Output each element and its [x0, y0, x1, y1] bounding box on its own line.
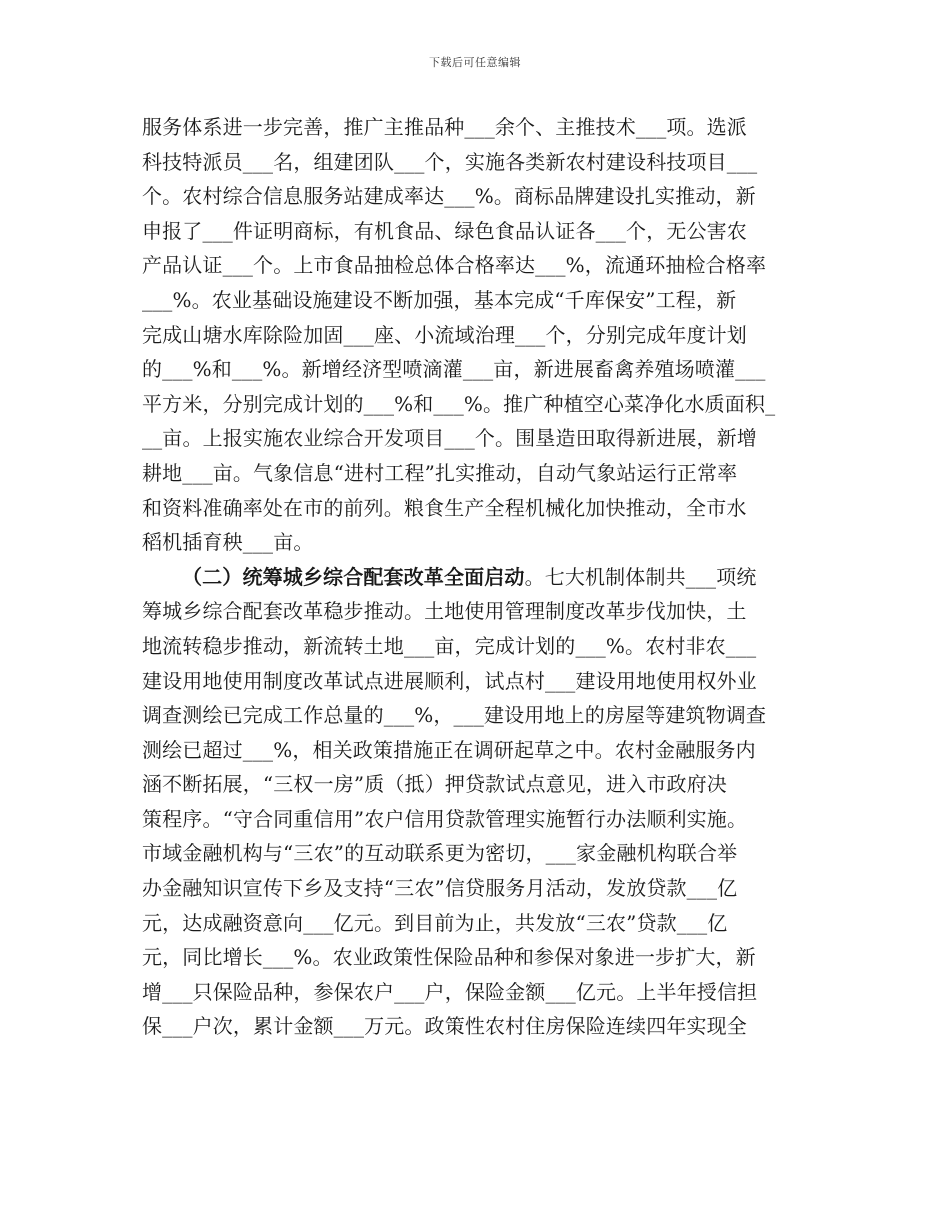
- text-line: 涵不断拓展，“三权一房”质（抵）押贷款试点意见，进入市政府决: [142, 772, 727, 797]
- paragraph-1: [142, 110, 814, 560]
- text-line: 测绘已超过___%，相关政策措施正在调研起草之中。农村金融服务内: [142, 737, 756, 762]
- text-line: ___%。农业基础设施建设不断加强，基本完成“千库保安”工程，新: [142, 287, 737, 312]
- section-heading: （二）统筹城乡综合配套改革全面启动: [182, 564, 525, 589]
- text-line: 增___只保险品种，参保农户___户，保险金额___亿元。上半年授信担: [142, 979, 758, 1004]
- paragraph-2: [142, 560, 814, 1044]
- text-line: 地流转稳步推动，新流转土地___亩，完成计划的___%。农村非农___: [142, 633, 757, 658]
- document-body: [142, 110, 814, 1044]
- text-line: 科技特派员___名，组建团队___个，实施各类新农村建设科技项目___: [142, 149, 758, 174]
- text-line: 申报了___件证明商标，有机食品、绿色食品认证各___个，无公害农: [142, 218, 747, 243]
- text-line: 完成山塘水库除险加固___座、小流域治理___个，分别完成年度计划: [142, 322, 747, 347]
- text-line: 耕地___亩。气象信息“进村工程”扎实推动，自动气象站运行正常率: [142, 460, 738, 485]
- text-line: 市域金融机构与“三农”的互动联系更为密切，___家金融机构联合举: [142, 841, 738, 866]
- text-line: 保___户次，累计金额___万元。政策性农村住房保险连续四年实现全: [142, 1014, 747, 1039]
- text-line: 个。农村综合信息服务站建成率达___%。商标品牌建设扎实推动，新: [142, 184, 756, 209]
- text-line: 策程序。“守合同重信用”农户信用贷款管理实施暂行办法顺利实施。: [142, 806, 748, 831]
- text-line: 元，达成融资意向___亿元。到目前为止，共发放“三农”贷款___亿: [142, 910, 728, 935]
- text-line: 稻机插育秧___亩。: [142, 530, 314, 555]
- text-span: 。七大机制体制共___项统: [524, 564, 757, 589]
- text-line: 筹城乡综合配套改革稳步推动。土地使用管理制度改革步伐加快，土: [142, 599, 747, 624]
- text-line: __亩。上报实施农业综合开发项目___个。围垦造田取得新进展，新增: [142, 426, 757, 451]
- text-line: 调查测绘已完成工作总量的___%，___建设用地上的房屋等建筑物调查: [142, 703, 767, 728]
- text-line: 产品认证___个。上市食品抽检总体合格率达___%，流通环抽检合格率: [142, 253, 767, 278]
- text-line: 建设用地使用制度改革试点进展顺利，试点村___建设用地使用权外业: [142, 668, 757, 693]
- text-line: 办金融知识宣传下乡及支持“三农”信贷服务月活动，发放贷款___亿: [142, 876, 738, 901]
- page-header: 下载后可任意编辑: [429, 56, 521, 69]
- text-line: 的___%和___%。新增经济型喷滴灌___亩，新进展畜禽养殖场喷灌___: [142, 357, 766, 382]
- text-line-first: [142, 560, 814, 595]
- text-line: 平方米，分别完成计划的___%和___%。推广种植空心菜净化水质面积_: [142, 391, 776, 416]
- text-line: 和资料准确率处在市的前列。粮食生产全程机械化加快推动，全市水: [142, 495, 747, 520]
- text-line: 服务体系进一步完善，推广主推品种___余个、主推技术___项。选派: [142, 115, 747, 139]
- text-line: 元，同比增长___%。农业政策性保险品种和参保对象进一步扩大，新: [142, 945, 756, 970]
